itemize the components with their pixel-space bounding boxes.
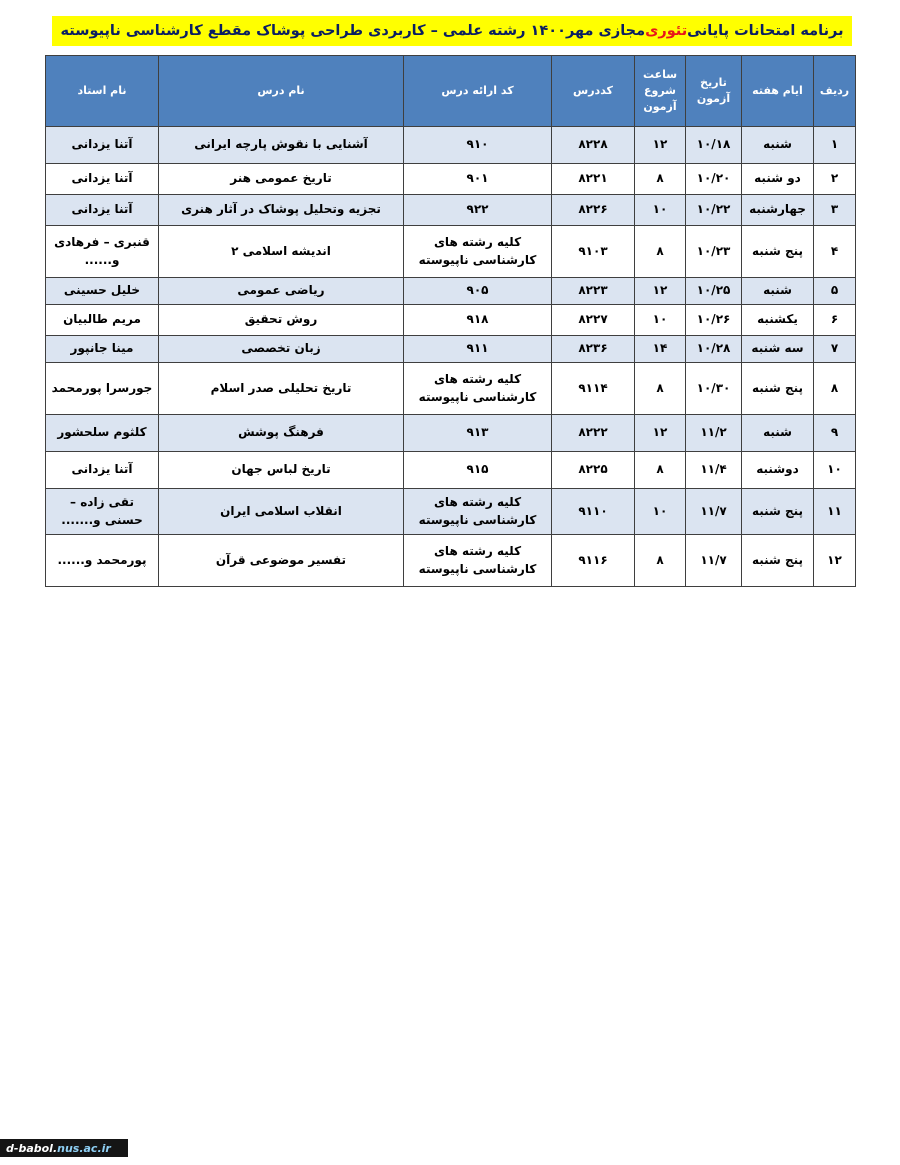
table-row [46, 336, 856, 363]
title-part1: برنامه امتحانات پایانی [687, 23, 844, 39]
cell-time: ۸ [635, 452, 686, 489]
header-course-code: کددرس [552, 56, 635, 127]
cell-code: ۹۱۰۳ [552, 226, 635, 278]
cell-offer-code: ۹۰۱ [404, 164, 552, 195]
cell-time: ۸ [635, 535, 686, 587]
cell-row: ۲ [814, 164, 856, 195]
cell-time: ۱۰ [635, 195, 686, 226]
cell-teacher: آتنا یزدانی [46, 452, 159, 489]
cell-teacher: قنبری – فرهادی و...... [46, 226, 159, 278]
cell-code: ۸۲۳۶ [552, 336, 635, 363]
cell-row: ۷ [814, 336, 856, 363]
cell-row: ۳ [814, 195, 856, 226]
cell-course: روش تحقیق [159, 305, 404, 336]
cell-teacher: جورسرا پورمحمد [46, 363, 159, 415]
cell-course: انقلاب اسلامی ایران [159, 489, 404, 535]
cell-offer-code: ۹۲۲ [404, 195, 552, 226]
cell-teacher: تقی زاده – حسنی و....... [46, 489, 159, 535]
exam-schedule-table [45, 55, 856, 587]
cell-code: ۸۲۲۳ [552, 278, 635, 305]
cell-day: جهارشنبه [742, 195, 814, 226]
table-header-row [46, 56, 856, 127]
cell-row: ۹ [814, 415, 856, 452]
cell-course: ریاضی عمومی [159, 278, 404, 305]
cell-time: ۱۲ [635, 127, 686, 164]
table-row [46, 363, 856, 415]
table-row [46, 452, 856, 489]
cell-day: پنج شنبه [742, 489, 814, 535]
table-row [46, 278, 856, 305]
cell-course: تاریخ عمومی هنر [159, 164, 404, 195]
cell-date: ۱۱/۷ [686, 489, 742, 535]
cell-time: ۸ [635, 164, 686, 195]
cell-course: فرهنگ پوشش [159, 415, 404, 452]
cell-day: دو شنبه [742, 164, 814, 195]
table-row [46, 164, 856, 195]
cell-time: ۱۰ [635, 489, 686, 535]
cell-offer-code: ۹۱۱ [404, 336, 552, 363]
cell-code: ۸۲۲۵ [552, 452, 635, 489]
cell-teacher: آتنا یزدانی [46, 195, 159, 226]
table-row [46, 195, 856, 226]
cell-offer-code: ۹۰۵ [404, 278, 552, 305]
table-row [46, 489, 856, 535]
cell-offer-code: کلیه رشته های کارشناسی ناپیوسته [404, 226, 552, 278]
table-row [46, 305, 856, 336]
cell-row: ۶ [814, 305, 856, 336]
cell-time: ۱۴ [635, 336, 686, 363]
cell-offer-code: ۹۱۳ [404, 415, 552, 452]
cell-course: آشنایی با نقوش پارچه ایرانی [159, 127, 404, 164]
cell-day: شنبه [742, 415, 814, 452]
site-watermark [0, 1139, 128, 1157]
cell-date: ۱۰/۲۶ [686, 305, 742, 336]
cell-code: ۹۱۱۴ [552, 363, 635, 415]
cell-date: ۱۱/۴ [686, 452, 742, 489]
cell-time: ۸ [635, 226, 686, 278]
cell-date: ۱۱/۷ [686, 535, 742, 587]
table-row [46, 127, 856, 164]
title-highlight: تئوری [645, 23, 688, 39]
cell-code: ۸۲۲۶ [552, 195, 635, 226]
cell-teacher: پورمحمد و...... [46, 535, 159, 587]
cell-day: دوشنبه [742, 452, 814, 489]
cell-code: ۹۱۱۶ [552, 535, 635, 587]
cell-day: شنبه [742, 127, 814, 164]
cell-day: سه شنبه [742, 336, 814, 363]
cell-code: ۸۲۲۲ [552, 415, 635, 452]
cell-teacher: آتنا یزدانی [46, 127, 159, 164]
cell-teacher: کلثوم سلحشور [46, 415, 159, 452]
cell-date: ۱۰/۲۲ [686, 195, 742, 226]
cell-teacher: مینا جانپور [46, 336, 159, 363]
cell-offer-code: کلیه رشته های کارشناسی ناپیوسته [404, 363, 552, 415]
cell-day: یکشنبه [742, 305, 814, 336]
table-row [46, 415, 856, 452]
cell-code: ۸۲۲۱ [552, 164, 635, 195]
cell-row: ۱۱ [814, 489, 856, 535]
cell-date: ۱۱/۲ [686, 415, 742, 452]
cell-code: ۸۲۲۸ [552, 127, 635, 164]
cell-day: پنج شنبه [742, 535, 814, 587]
cell-teacher: مریم طالبیان [46, 305, 159, 336]
header-offer-code: کد ارائه درس [404, 56, 552, 127]
cell-row: ۱۰ [814, 452, 856, 489]
header-day: ایام هفته [742, 56, 814, 127]
table-row [46, 226, 856, 278]
cell-offer-code: کلیه رشته های کارشناسی ناپیوسته [404, 535, 552, 587]
cell-time: ۱۲ [635, 278, 686, 305]
cell-date: ۱۰/۲۸ [686, 336, 742, 363]
cell-day: پنج شنبه [742, 363, 814, 415]
cell-code: ۹۱۱۰ [552, 489, 635, 535]
cell-row: ۱۲ [814, 535, 856, 587]
cell-date: ۱۰/۲۵ [686, 278, 742, 305]
cell-row: ۴ [814, 226, 856, 278]
title-part2: مجازی مهر۱۴۰۰ رشته علمی – کاربردی طراحی پوشاک مقطع کارشناسی ناپیوسته [60, 23, 646, 39]
header-course-name: نام درس [159, 56, 404, 127]
cell-course: تجزیه وتحلیل پوشاک در آثار هنری [159, 195, 404, 226]
header-row-number: ردیف [814, 56, 856, 127]
cell-offer-code: ۹۱۸ [404, 305, 552, 336]
cell-course: اندیشه اسلامی ۲ [159, 226, 404, 278]
header-teacher: نام استاد [46, 56, 159, 127]
cell-row: ۱ [814, 127, 856, 164]
cell-course: زبان تخصصی [159, 336, 404, 363]
cell-date: ۱۰/۱۸ [686, 127, 742, 164]
cell-course: تاریخ تحلیلی صدر اسلام [159, 363, 404, 415]
cell-teacher: آتنا یزدانی [46, 164, 159, 195]
header-time: ساعت شروع آزمون [635, 56, 686, 127]
cell-day: پنج شنبه [742, 226, 814, 278]
cell-date: ۱۰/۲۰ [686, 164, 742, 195]
watermark-domain: nus.ac.ir [57, 1141, 111, 1155]
cell-offer-code: ۹۱۵ [404, 452, 552, 489]
cell-row: ۸ [814, 363, 856, 415]
cell-offer-code: ۹۱۰ [404, 127, 552, 164]
cell-offer-code: کلیه رشته های کارشناسی ناپیوسته [404, 489, 552, 535]
cell-date: ۱۰/۳۰ [686, 363, 742, 415]
cell-code: ۸۲۲۷ [552, 305, 635, 336]
table-row [46, 535, 856, 587]
cell-course: تاریخ لباس جهان [159, 452, 404, 489]
cell-teacher: خلیل حسینی [46, 278, 159, 305]
cell-date: ۱۰/۲۳ [686, 226, 742, 278]
page-title [52, 16, 852, 46]
cell-row: ۵ [814, 278, 856, 305]
cell-time: ۱۲ [635, 415, 686, 452]
cell-day: شنبه [742, 278, 814, 305]
cell-time: ۱۰ [635, 305, 686, 336]
header-date: تاریخ آزمون [686, 56, 742, 127]
watermark-prefix: d-babol. [6, 1141, 58, 1155]
cell-course: تفسیر موضوعی قرآن [159, 535, 404, 587]
cell-time: ۸ [635, 363, 686, 415]
